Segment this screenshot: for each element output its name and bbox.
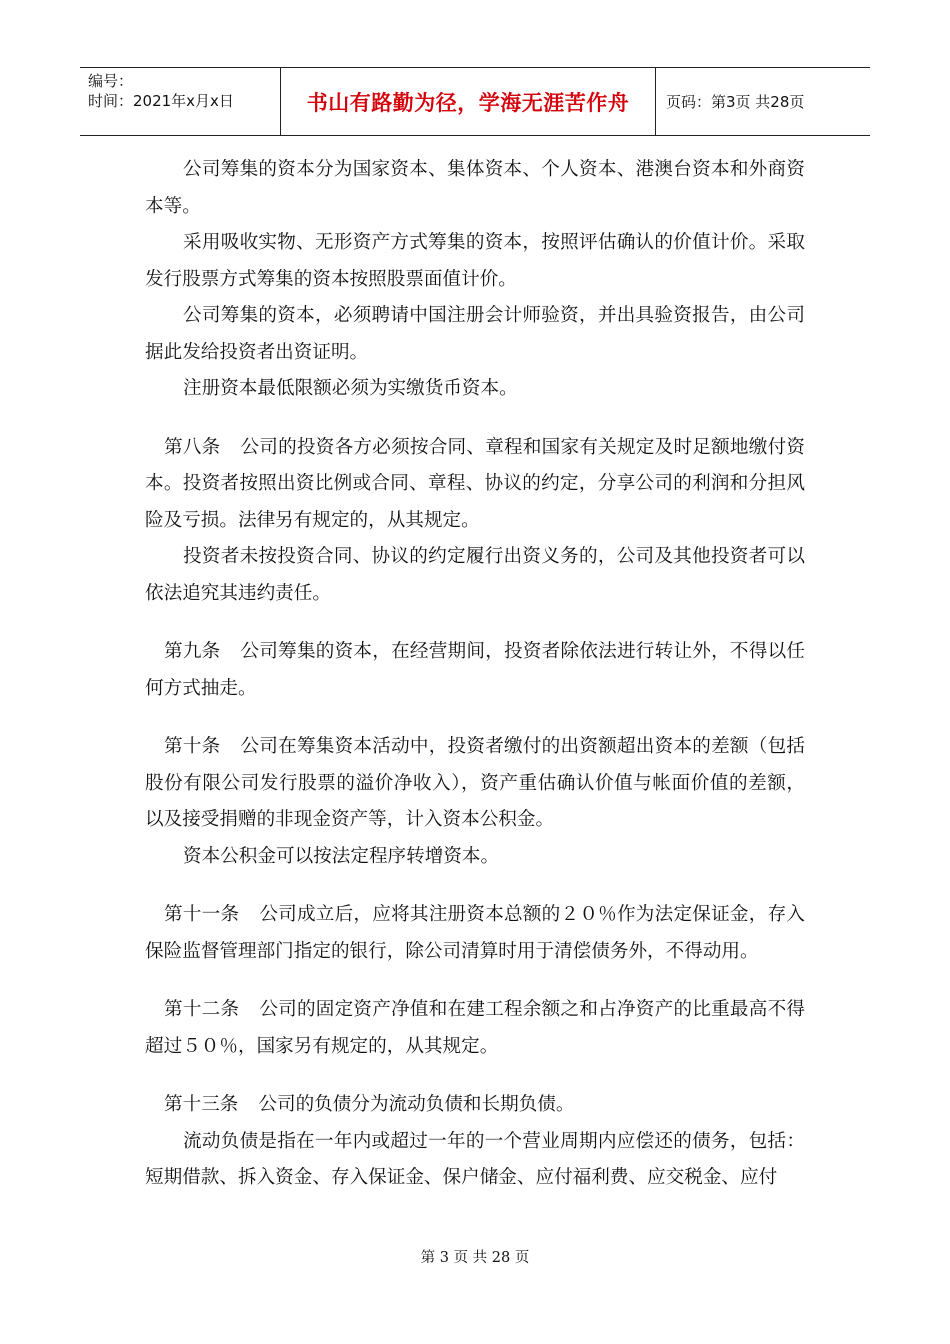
article-10 — [145, 729, 805, 839]
paragraph: 公司筹集的资本，必须聘请中国注册会计师验资，并出具验资报告，由公司据此发给投资者出资证明。 — [145, 305, 805, 363]
paragraph: 注册资本最低限额必须为实缴货币资本。 — [183, 378, 518, 399]
article-number: 第十一条 — [164, 904, 240, 925]
article-number: 第十三条 — [164, 1094, 239, 1115]
article-9 — [145, 634, 805, 707]
paragraph: 采用吸收实物、无形资产方式筹集的资本，按照评估确认的价值计价。采取发行股票方式筹集的资本按照股票面值计价。 — [145, 232, 805, 290]
article-text: 公司筹集的资本，在经营期间，投资者除依法进行转让外，不得以任何方式抽走。 — [145, 641, 805, 699]
article-number: 第八条 — [164, 436, 221, 458]
article-text: 公司的负债分为流动负债和长期负债。 — [258, 1094, 575, 1115]
header-page-info: 页码：第3页 共28页 — [666, 93, 805, 111]
article-13 — [145, 1087, 805, 1124]
paragraph: 资本公积金可以按法定程序转增资本。 — [183, 845, 500, 867]
article-text: 公司成立后，应将其注册资本总额的２０％作为法定保证金，存入保险监督管理部门指定的银行，除公司清算时用于清偿债务外，不得动用。 — [145, 904, 805, 962]
header-meta — [80, 68, 281, 135]
header-motto: 书山有路勤为径，学海无涯苦作舟 — [281, 68, 656, 135]
date-line: 时间：2021年x月x日 — [88, 92, 234, 110]
article-11 — [145, 897, 805, 970]
article-text: 公司在筹集资本活动中，投资者缴付的出资额超出资本的差额（包括股份有限公司发行股票的溢价净收入），资产重估确认价值与帐面价值的差额，以及接受捐赠的非现金资产等，计入资本公积金。 — [145, 736, 805, 830]
article-number: 第九条 — [164, 641, 221, 662]
page-footer: 第 3 页 共 28 页 — [420, 1250, 530, 1266]
article-12 — [145, 992, 805, 1065]
article-number: 第十条 — [164, 736, 221, 757]
article-text: 公司的投资各方必须按合同、章程和国家有关规定及时足额地缴付资本。投资者按照出资比例或合同、章程、协议的约定，分享公司的利润和分担风险及亏损。法律另有规定的，从其规定。 — [145, 436, 805, 531]
document-body — [145, 152, 805, 1197]
page-header — [80, 67, 870, 136]
article-text: 公司的固定资产净值和在建工程余额之和占净资产的比重最高不得超过５０％，国家另有规定的，从其规定。 — [145, 999, 805, 1057]
paragraph: 投资者未按投资合同、协议的约定履行出资义务的，公司及其他投资者可以依法追究其违约责任。 — [145, 546, 805, 604]
paragraph: 公司筹集的资本分为国家资本、集体资本、个人资本、港澳台资本和外商资本等。 — [145, 159, 805, 217]
paragraph: 流动负债是指在一年内或超过一年的一个营业周期内应偿还的债务，包括：短期借款、拆入资金、存入保证金、保户储金、应付福利费、应交税金、应付 — [145, 1130, 805, 1188]
serial-label: 编号： — [88, 72, 134, 90]
article-8 — [145, 430, 805, 540]
article-number: 第十二条 — [164, 999, 240, 1020]
